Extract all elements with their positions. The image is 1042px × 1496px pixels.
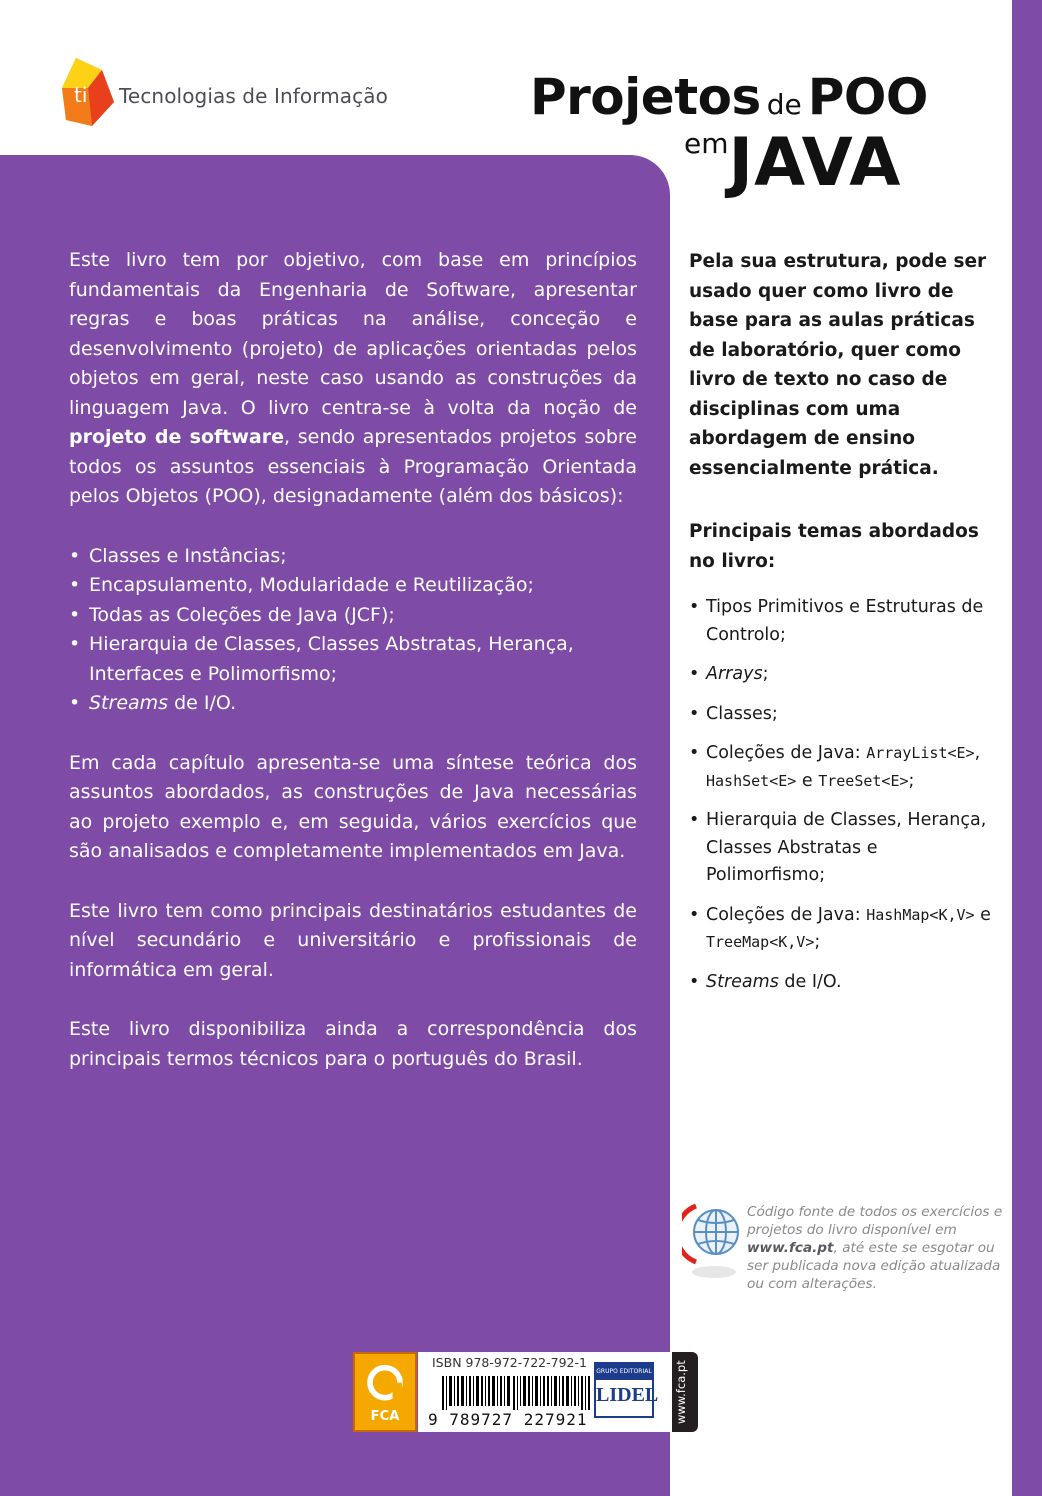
paragraph-audience: Este livro tem como principais destinatários estudantes de nível secundário e universitário e profissionais de informática em geral. [69, 899, 637, 981]
svg-text:FCA: FCA [370, 1409, 400, 1425]
list-item: • Streams de I/O. [69, 689, 637, 719]
structure-paragraph: Pela sua estrutura, pode ser usado quer como livro de base para as aulas práticas de laboratório, quer como livro de texto no caso de disciplinas com uma abordagem de ensino essencialmente prática. [689, 251, 987, 479]
list-item: • Hierarquia de Classes, Herança, Classes Abstratas e Polimorfismo; [689, 807, 1001, 890]
list-item: • Streams de I/O. [689, 969, 1001, 997]
svg-text:ti: ti [74, 83, 88, 107]
list-item: • Hierarquia de Classes, Classes Abstratas, Herança, Interfaces e Polimorfismo; [69, 630, 637, 689]
list-item: • Arrays; [689, 661, 1001, 689]
paragraph-brazil: Este livro disponibiliza ainda a correspondência dos principais termos técnicos para o português do Brasil. [69, 1018, 637, 1070]
barcode-area [418, 1352, 670, 1432]
list-item: • Coleções de Java: HashMap<K,V> e TreeMap<K,V>; [689, 902, 1001, 957]
title-de: de [766, 88, 802, 121]
series-name: Tecnologias de Informação [119, 84, 388, 108]
list-item: • Classes e Instâncias; [69, 542, 637, 572]
lidel-group-label: GRUPO EDITORIAL [596, 1364, 652, 1380]
lidel-name: LIDEL [596, 1384, 659, 1406]
url-tab [672, 1352, 698, 1432]
site-url[interactable]: www.fca.pt [674, 1360, 688, 1424]
right-purple-stripe [1012, 0, 1042, 1496]
feature-list [69, 542, 637, 719]
title-java: JAVA [728, 124, 902, 201]
intro-paragraph: Este livro tem por objetivo, com base em princípios fundamentais da Engenharia de Software, apresentar regras e boas práticas na análise, conceção e desenvolvimento (projeto) de aplicações orientadas pelos objetos em geral, neste caso usando as construções da linguagem Java. O livro centra-se à volta da noção de projeto de software, sendo apresentados projetos sobre todos os assuntos essenciais à Programação Orientada pelos Objetos (POO), designadamente (além dos básicos): [69, 249, 637, 507]
title-projetos: Projetos [530, 68, 761, 126]
barcode-digits: 9 789727 227921 [428, 1410, 588, 1429]
description-column [69, 246, 637, 1074]
fca-logo-icon [353, 1352, 417, 1432]
topics-column [689, 247, 1001, 1008]
topics-heading: Principais temas abordados no livro: [689, 521, 979, 572]
list-item: • Encapsulamento, Modularidade e Reutilização; [69, 571, 637, 601]
ti-logo-icon [62, 58, 116, 126]
lidel-logo [594, 1362, 659, 1418]
list-item: • Classes; [689, 701, 1001, 729]
list-item: • Coleções de Java: ArrayList<E>, HashSet<E> e TreeSet<E>; [689, 740, 1001, 795]
title-poo: POO [807, 68, 928, 126]
title-em: em [684, 127, 729, 160]
isbn-text: ISBN 978-972-722-792-1 [432, 1355, 587, 1370]
barcode-icon [442, 1376, 592, 1410]
paragraph-chapters: Em cada capítulo apresenta-se uma síntese teórica dos assuntos abordados, as construções de Java necessárias ao projeto exemplo e, em seguida, vários exercícios que são analisados e completamente implementados em Java. [69, 751, 637, 862]
source-code-note: Código fonte de todos os exercícios e projetos do livro disponível em www.fca.pt, até este se esgotar ou ser publicada nova edição atualizada ou com alterações. [747, 1204, 1003, 1292]
fca-url-link[interactable]: www.fca.pt [747, 1240, 834, 1256]
topics-list [689, 594, 1001, 996]
book-title [530, 68, 930, 201]
list-item: • Todas as Coleções de Java (JCF); [69, 601, 637, 631]
list-item: • Tipos Primitivos e Estruturas de Controlo; [689, 594, 1001, 649]
intro-bold: projeto de software [69, 426, 284, 448]
globe-icon [682, 1202, 740, 1282]
